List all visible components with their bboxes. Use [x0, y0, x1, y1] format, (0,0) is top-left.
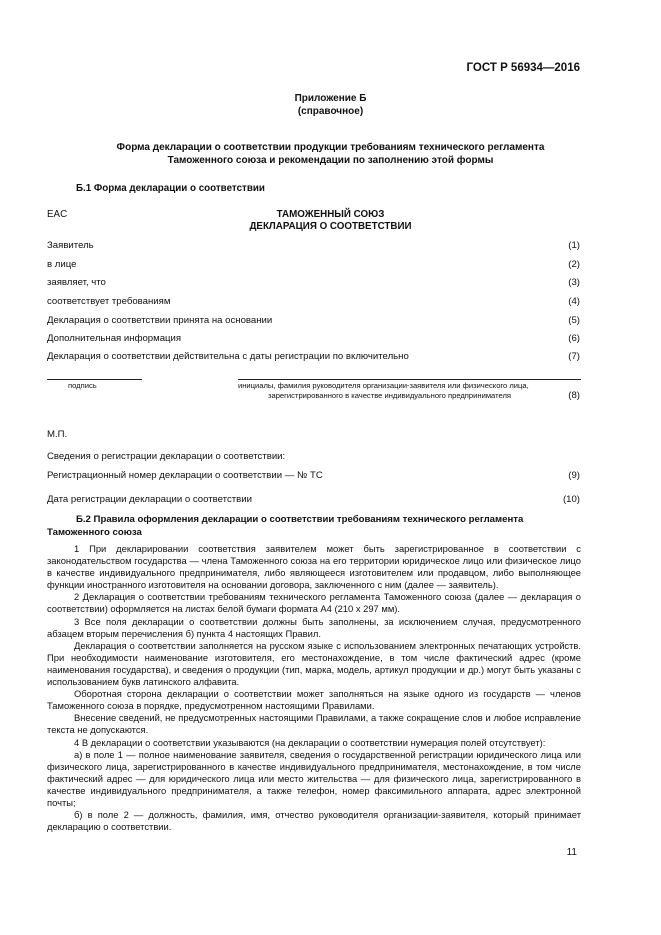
main-title-line1: Форма декларации о соответствии продукции требованиям технического регламента [116, 142, 545, 153]
section2-heading-line1: Б.2 Правила оформления декларации о соответствии требованиям технического регламента [76, 514, 524, 525]
eac-mark: EAC [47, 209, 68, 220]
declaration-title: ДЕКЛАРАЦИЯ О СООТВЕТСТВИИ [249, 221, 412, 232]
initials-caption-cont: зарегистрированного в качестве индивидуального предпринимателя [268, 391, 512, 400]
form-row-label: заявляет, что [47, 277, 106, 288]
initials-caption: инициалы, фамилия руководителя организации-заявителя или физического лица, [238, 381, 529, 390]
section1-heading: Б.1 Форма декларации о соответствии [76, 183, 265, 194]
paragraph: 2 Декларация о соответствии требованиям технического регламента Таможенного союза (далее — декларация о соответствии) оформляется на листах белой бумаги формата А4 (210 х 297 мм). [47, 591, 581, 615]
paragraph: 1 При декларировании соответствия заявителем может быть зарегистрированное в соответствии с законодательством государства — члена Таможенного союза на его территории юридическое лицо или физическое лицо в качестве индивидуального предпринимателя, либо являющееся изготовителем или продавцом, либо выполняющее функции иностранного изготовителя на основании договора, заключенного с ним (далее — заявитель). [47, 543, 581, 591]
form-row-number: (5) [568, 315, 580, 326]
paragraph: а) в поле 1 — полное наименование заявителя, сведения о государственной регистрации юридического лица или физического лица, зарегистрированного в качестве индивидуального предпринимателя, местонахождение, в том числе фактический адрес — для юридического лица или место жительства — для физического лица, зарегистрированного в качестве индивидуального предпринимателя, а также телефон, номер факсимильного аппарата, адрес электронной почты; [47, 748, 581, 808]
form-row-number: (6) [568, 333, 580, 344]
union-title: ТАМОЖЕННЫЙ СОЮЗ [276, 209, 385, 220]
form-row-number: (10) [562, 494, 580, 505]
form-row-label: в лице [47, 259, 77, 270]
main-title-line2: Таможенного союза и рекомендации по заполнению этой формы [167, 155, 494, 166]
form-row-label: Дополнительная информация [47, 333, 182, 344]
registration-info: Сведения о регистрации декларации о соответствии: [47, 451, 286, 462]
form-row-number: (1) [568, 240, 580, 251]
paragraph: б) в поле 2 — должность, фамилия, имя, отчество руководителя организации-заявителя, который принимает декларацию о соответствии. [47, 809, 581, 833]
signature-line [47, 379, 142, 380]
signature-caption: подпись [68, 381, 97, 390]
paragraph: 4 В декларации о соответствии указываются (на декларации о соответствии нумерация полей отсутствует): [74, 736, 546, 748]
form-row-number: (2) [568, 259, 580, 270]
form-row-label: соответствует требованиям [47, 296, 171, 307]
page-number: 11 [566, 847, 577, 858]
paragraph: Внесение сведений, не предусмотренных настоящими Правилами, а также сокращение слов и любое исправление текста не допускаются. [47, 712, 581, 736]
form-row-label: Декларация о соответствии принята на основании [47, 315, 273, 326]
paragraph: 3 Все поля декларации о соответствии должны быть заполнены, за исключением случая, предусмотренного абзацем вторым перечисления б) пункта 4 настоящих Правил. [47, 615, 581, 639]
form-row-number: (8) [568, 390, 580, 401]
form-row-number: (3) [568, 277, 580, 288]
registration-date-label: Дата регистрации декларации о соответствии [47, 494, 252, 505]
registration-number-label: Регистрационный номер декларации о соответствии — № ТС [47, 470, 323, 481]
appendix-subtitle: (справочное) [297, 106, 364, 117]
form-row-label: Заявитель [47, 240, 94, 251]
section2-body [47, 543, 581, 833]
section2-heading-line2: Таможенного союза [47, 527, 142, 538]
form-row-number: (7) [568, 351, 580, 362]
stamp-place: М.П. [47, 429, 68, 440]
paragraph: Оборотная сторона декларации о соответствии может заполняться на языке одного из государств — членов Таможенного союза в порядке, предусмотренном настоящими Правилами. [47, 688, 581, 712]
standard-number: ГОСТ Р 56934—2016 [466, 62, 580, 74]
initials-line [238, 379, 581, 380]
paragraph: Декларация о соответствии заполняется на русском языке с использованием электронных печатающих устройств. При необходимости наименование изготовителя, его местонахождение, в том числе фактический адрес (кроме наименования государства), и сведения о продукции (тип, марка, модель, артикул продукции и др.) могут быть указаны с использованием букв латинского алфавита. [47, 639, 581, 688]
appendix-title: Приложение Б [294, 93, 367, 104]
form-row-number: (4) [568, 296, 580, 307]
form-row-label: Декларация о соответствии действительна с даты регистрации по включительно [47, 351, 409, 362]
form-row-number: (9) [568, 470, 580, 481]
